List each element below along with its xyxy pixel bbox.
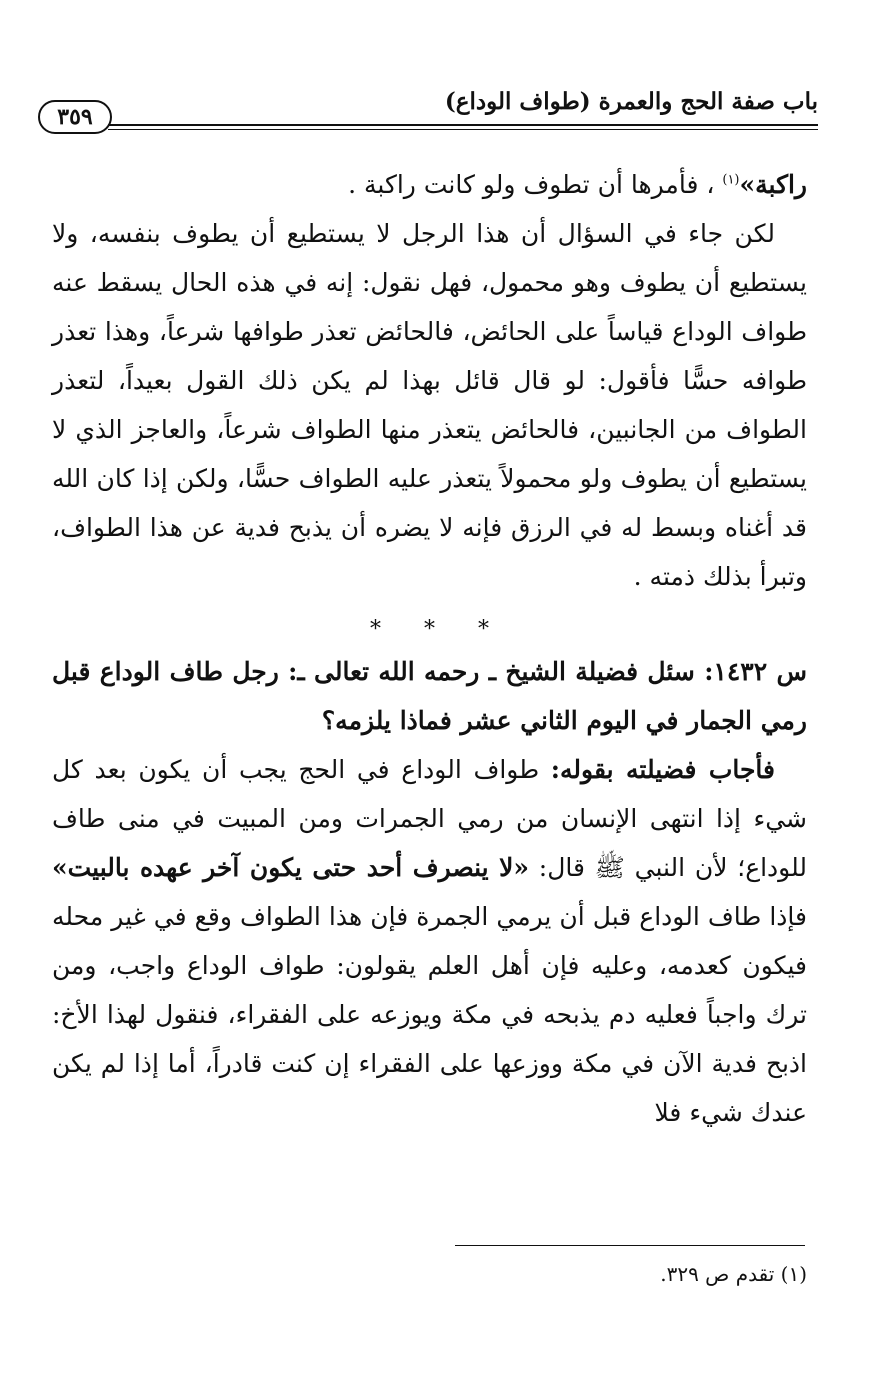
running-title: باب صفة الحج والعمرة (طواف الوداع) — [444, 88, 818, 115]
answer-text-continued: فإذا طاف الوداع قبل أن يرمي الجمرة فإن هذا الطواف وقع في غير محله فيكون كعدمه، وعليه فإن أهل العلم يقولون: طواف الوداع واجب، ومن ترك واجباً فعليه دم يذبحه في مكة ويوزعه على الفقراء، فنقول لهذا الأخ: اذبح فدية الآن في مكة ووزعها على الفقراء إن كنت قادراً، أما إذا لم يكن عندك شيء فلا — [52, 902, 807, 1127]
header-rule-thin — [108, 129, 818, 130]
question-number: س ١٤٣٢: — [704, 657, 807, 686]
page-header — [38, 84, 818, 144]
quote-end: راكبة» — [739, 170, 807, 199]
answer — [52, 745, 807, 1137]
footnote-ref: (١) — [722, 172, 740, 188]
footnote-rule — [455, 1245, 805, 1246]
question — [52, 647, 807, 745]
paragraph-continuation — [52, 160, 807, 209]
footnote: (١) تقدم ص ٣٢٩. — [660, 1262, 807, 1286]
answer-text: طواف الوداع في الحج يجب أن يكون بعد كل شيء إذا انتهى الإنسان من رمي الجمرات ومن المبيت في منى طاف للوداع؛ لأن النبي ﷺ قال: — [52, 755, 807, 882]
page-number: ٣٥٩ — [38, 100, 112, 134]
paragraph: لكن جاء في السؤال أن هذا الرجل لا يستطيع أن يطوف بنفسه، ولا يستطيع أن يطوف وهو محمول، فهل نقول: إنه في هذه الحال يسقط عنه طواف الوداع قياساً على الحائض، فالحائض تعذر طوافها شرعاً، وهذا تعذر طوافه حسًّا فأقول: لو قال قائل بهذا لم يكن ذلك القول بعيداً، لتعذر الطواف من الجانبين، فالحائض يتعذر منها الطواف شرعاً، والعاجز الذي لا يستطيع أن يطوف ولو محمولاً يتعذر عليه الطواف حسًّا، ولكن إذا كان الله قد أغناه وبسط له في الرزق فإنه لا يضره أن يذبح فدية عن هذا الطواف، وتبرأ بذلك ذمته . — [52, 219, 807, 591]
answer-lead: فأجاب فضيلته بقوله: — [550, 755, 775, 784]
body-text — [52, 160, 807, 1137]
question-text: سئل فضيلة الشيخ ـ رحمه الله تعالى ـ: رجل طاف الوداع قبل رمي الجمار في اليوم الثاني عشر فماذا يلزمه؟ — [52, 657, 807, 735]
hadith-quote: «لا ينصرف أحد حتى يكون آخر عهده بالبيت» — [52, 853, 530, 882]
header-rule — [108, 124, 818, 126]
section-separator: * * * — [370, 617, 507, 642]
paragraph-text: ، فأمرها أن تطوف ولو كانت راكبة . — [348, 170, 723, 199]
